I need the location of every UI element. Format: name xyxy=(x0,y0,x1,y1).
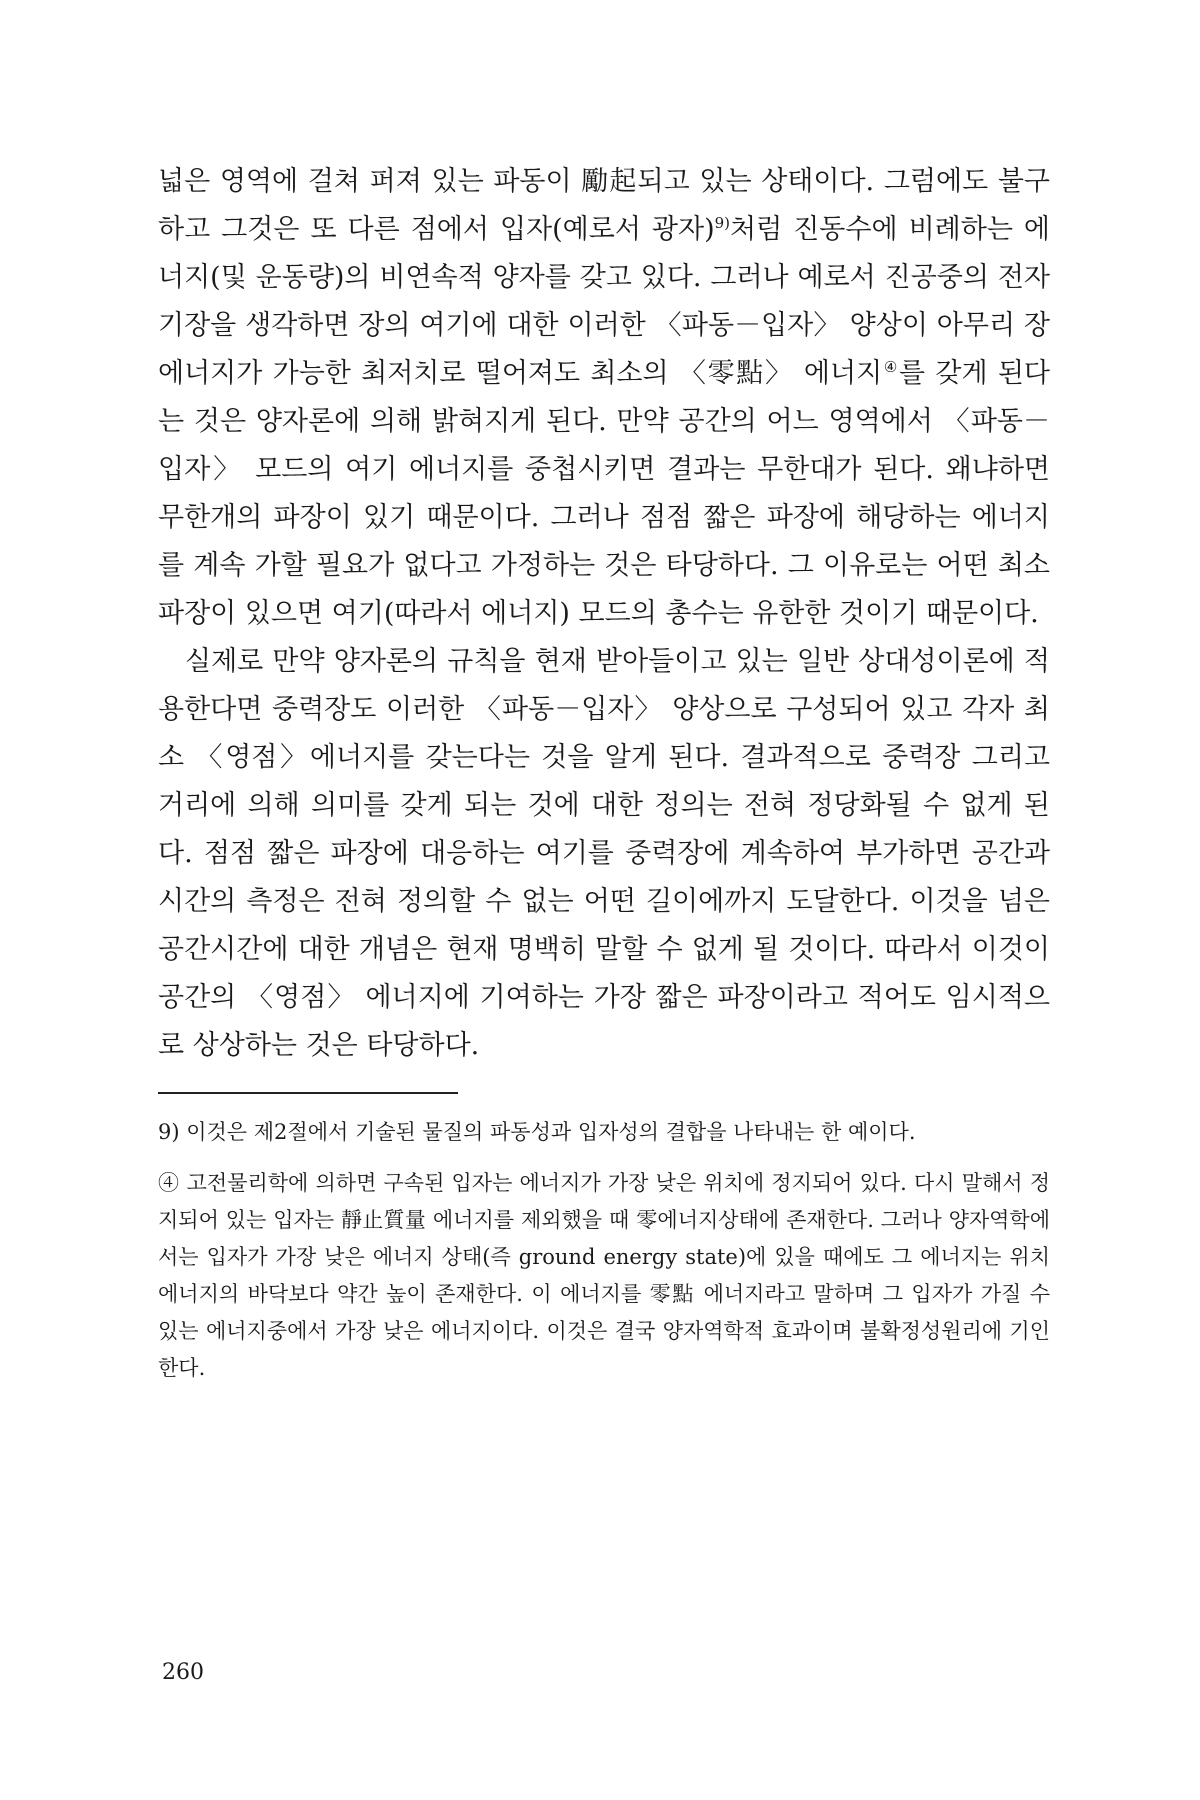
footnote-divider xyxy=(158,1092,458,1094)
main-text xyxy=(158,158,1050,1070)
page-number: 260 xyxy=(162,1660,204,1685)
paragraph-1-part-a: 넓은 영역에 걸쳐 퍼져 있는 파동이 勵起되고 있는 상태이다. 그럼에도 불구하고 그것은 또 다른 점에서 입자(예로서 광자) xyxy=(158,166,1050,245)
footnote-ref-9: 9) xyxy=(714,214,731,232)
paragraph-1-part-c: 를 갖게 된다는 것은 양자론에 의해 밝혀지게 된다. 만약 공간의 어느 영역에서 〈파동－입자〉 모드의 여기 에너지를 중첩시키면 결과는 무한대가 된다. 왜냐하면 무한개의 파장이 있기 때문이다. 그러나 점점 짧은 파장에 해당하는 에너지를 계속 가할 필요가 없다고 가정하는 것은 타당하다. 그 이유로는 어떤 최소 파장이 있으면 여기(따라서 에너지) 모드의 총수는 유한한 것이기 때문이다. xyxy=(158,358,1050,629)
footnote-4: ④ 고전물리학에 의하면 구속된 입자는 에너지가 가장 낮은 위치에 정지되어 있다. 다시 말해서 정지되어 있는 입자는 靜止質量 에너지를 제외했을 때 零에너지상태에 존재한다. 그러나 양자역학에서는 입자가 가장 낮은 에너지 상태(즉 ground energy state)에 있을 때에도 그 에너지는 위치 에너지의 바닥보다 약간 높이 존재한다. 이 에너지를 零點 에너지라고 말하며 그 입자가 가질 수 있는 에너지중에서 가장 낮은 에너지이다. 이것은 결국 양자역학적 효과이며 불확정성원리에 기인한다. xyxy=(158,1171,1050,1380)
page-content xyxy=(158,158,1050,1401)
footnote-ref-4: ④ xyxy=(882,358,900,376)
paragraph-1 xyxy=(158,158,1050,638)
footnote-9: 9) 이것은 제2절에서 기술된 물질의 파동성과 입자성의 결합을 나타내는 한 예이다. xyxy=(158,1120,916,1144)
paragraph-2: 실제로 만약 양자론의 규칙을 현재 받아들이고 있는 일반 상대성이론에 적용한다면 중력장도 이러한 〈파동－입자〉 양상으로 구성되어 있고 각자 최소 〈영점〉에너지를 갖는다는 것을 알게 된다. 결과적으로 중력장 그리고 거리에 의해 의미를 갖게 되는 것에 대한 정의는 전혀 정당화될 수 없게 된다. 점점 짧은 파장에 대응하는 여기를 중력장에 계속하여 부가하면 공간과 시간의 측정은 전혀 정의할 수 없는 어떤 길이에까지 도달한다. 이것을 넘은 공간시간에 대한 개념은 현재 명백히 말할 수 없게 될 것이다. 따라서 이것이 공간의 〈영점〉 에너지에 기여하는 가장 짧은 파장이라고 적어도 임시적으로 상상하는 것은 타당하다. xyxy=(158,646,1050,1061)
paragraph-1-part-b: 처럼 진동수에 비례하는 에너지(및 운동량)의 비연속적 양자를 갖고 있다. 그러나 예로서 진공중의 전자기장을 생각하면 장의 여기에 대한 이러한 〈파동－입자〉 양상이 아무리 장 에너지가 가능한 최저치로 떨어져도 최소의 〈零點〉 에너지 xyxy=(158,214,1050,389)
